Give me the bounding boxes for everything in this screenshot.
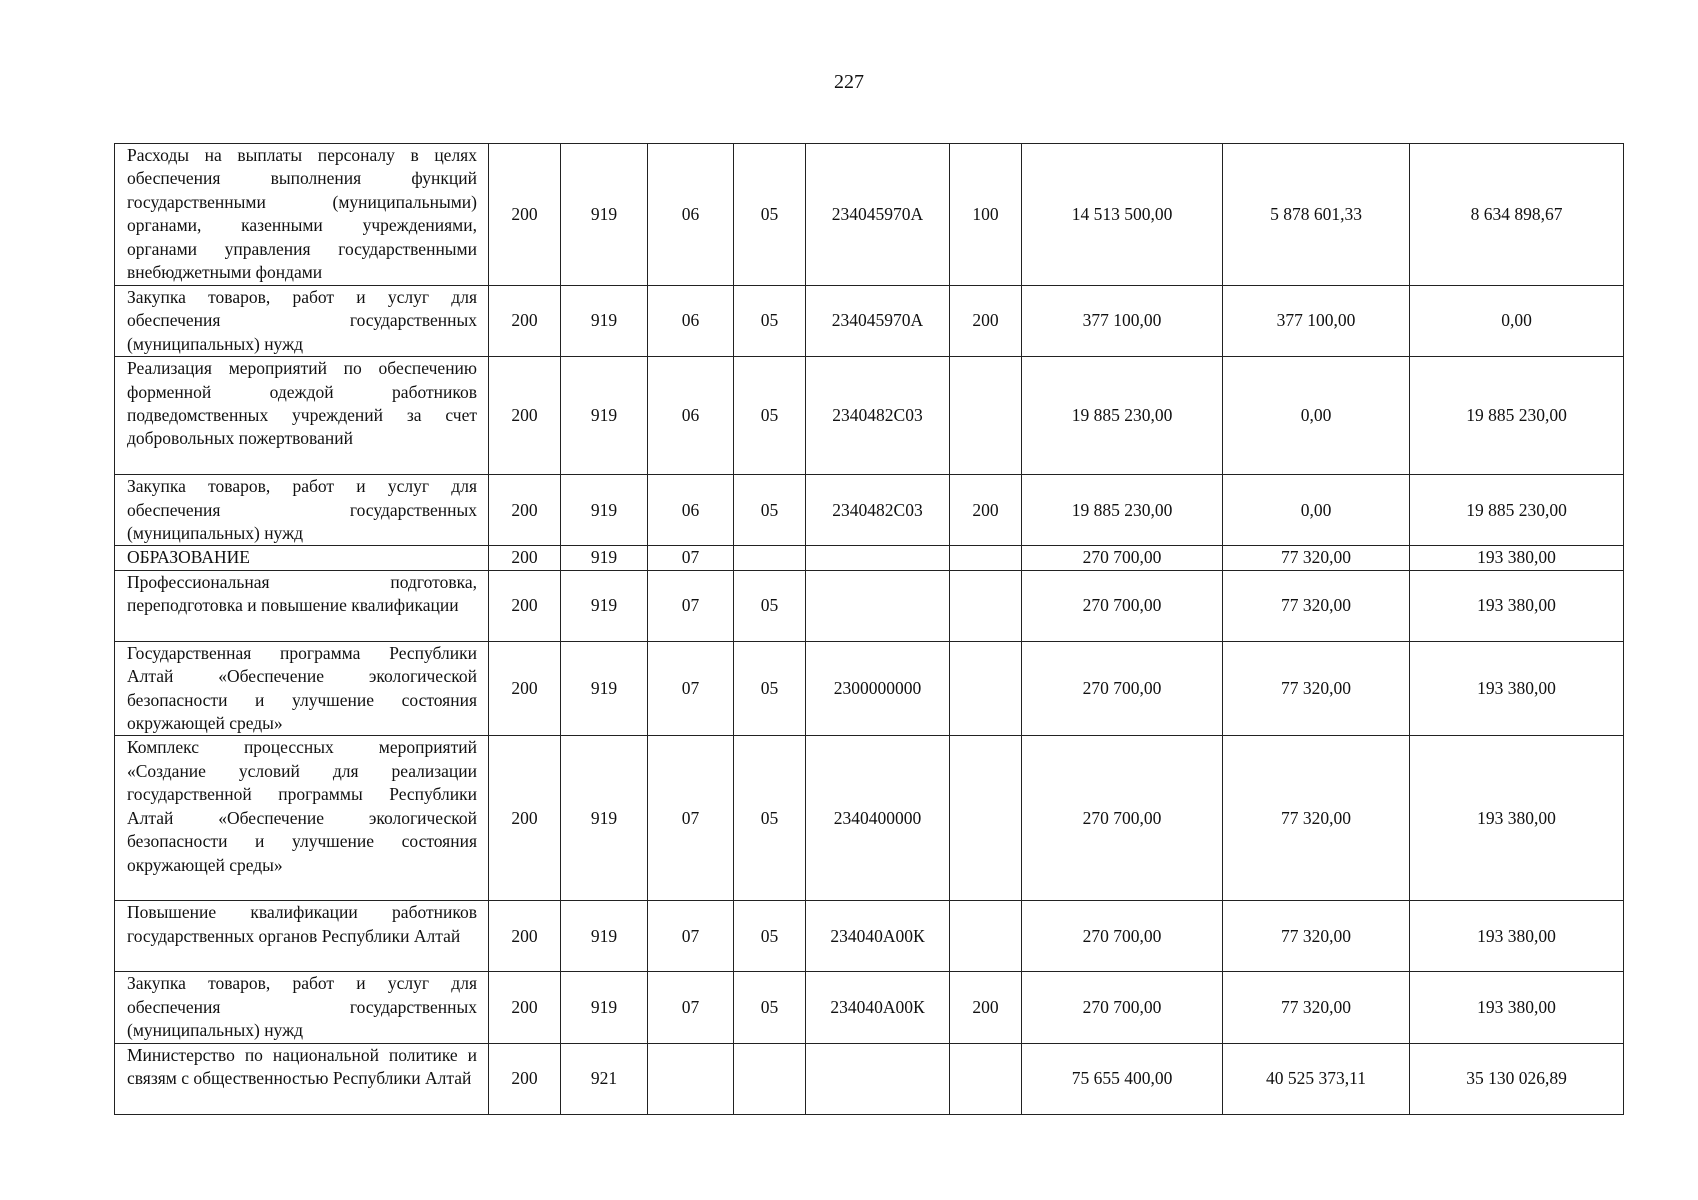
code-b: 919 — [561, 901, 648, 972]
code-c: 06 — [648, 144, 734, 286]
budget-table — [114, 143, 1624, 1115]
amount-g: 75 655 400,00 — [1022, 1043, 1223, 1114]
code-a: 200 — [489, 1043, 561, 1114]
amount-h: 77 320,00 — [1223, 641, 1410, 736]
amount-i: 19 885 230,00 — [1410, 475, 1624, 546]
item-name: Профессиональная подготовка, переподготовка и повышение квалификации — [115, 570, 489, 641]
code-c: 06 — [648, 286, 734, 357]
code-b: 919 — [561, 546, 648, 570]
amount-h: 77 320,00 — [1223, 972, 1410, 1043]
code-e: 234045970А — [806, 144, 950, 286]
table-row — [115, 736, 1624, 901]
code-c: 07 — [648, 570, 734, 641]
code-a: 200 — [489, 475, 561, 546]
amount-g: 270 700,00 — [1022, 570, 1223, 641]
amount-i: 35 130 026,89 — [1410, 1043, 1624, 1114]
amount-g: 270 700,00 — [1022, 736, 1223, 901]
code-e: 2340482С03 — [806, 475, 950, 546]
page-number: 227 — [834, 71, 864, 93]
code-d: 05 — [734, 901, 806, 972]
amount-i: 193 380,00 — [1410, 972, 1624, 1043]
code-c — [648, 1043, 734, 1114]
amount-i: 193 380,00 — [1410, 570, 1624, 641]
code-a: 200 — [489, 972, 561, 1043]
amount-h: 77 320,00 — [1223, 570, 1410, 641]
amount-i: 193 380,00 — [1410, 736, 1624, 901]
code-a: 200 — [489, 570, 561, 641]
code-c: 06 — [648, 475, 734, 546]
code-f: 200 — [950, 475, 1022, 546]
table-row — [115, 546, 1624, 570]
item-name: Комплекс процессных мероприятий «Создание условий для реализации государственной программы Республики Алтай «Обеспечение экологической безопасности и улучшение состояния окружающей среды» — [115, 736, 489, 901]
code-e: 234040А00К — [806, 901, 950, 972]
code-d: 05 — [734, 736, 806, 901]
code-a: 200 — [489, 286, 561, 357]
item-name: Реализация мероприятий по обеспечению форменной одеждой работников подведомственных учреждений за счет добровольных пожертвований — [115, 357, 489, 475]
code-b: 921 — [561, 1043, 648, 1114]
amount-g: 270 700,00 — [1022, 901, 1223, 972]
code-d: 05 — [734, 357, 806, 475]
table-row — [115, 475, 1624, 546]
amount-i: 19 885 230,00 — [1410, 357, 1624, 475]
code-f: 100 — [950, 144, 1022, 286]
code-d: 05 — [734, 144, 806, 286]
amount-i: 193 380,00 — [1410, 546, 1624, 570]
code-a: 200 — [489, 901, 561, 972]
code-a: 200 — [489, 144, 561, 286]
amount-i: 193 380,00 — [1410, 641, 1624, 736]
code-b: 919 — [561, 144, 648, 286]
code-d — [734, 1043, 806, 1114]
amount-g: 270 700,00 — [1022, 546, 1223, 570]
code-d: 05 — [734, 286, 806, 357]
code-a: 200 — [489, 736, 561, 901]
amount-g: 377 100,00 — [1022, 286, 1223, 357]
item-name: ОБРАЗОВАНИЕ — [115, 546, 489, 570]
code-e: 234045970А — [806, 286, 950, 357]
code-e — [806, 570, 950, 641]
item-name: Министерство по национальной политике и связям с общественностью Республики Алтай — [115, 1043, 489, 1114]
amount-h: 0,00 — [1223, 357, 1410, 475]
code-b: 919 — [561, 357, 648, 475]
amount-h: 77 320,00 — [1223, 546, 1410, 570]
code-e: 234040А00К — [806, 972, 950, 1043]
code-c: 07 — [648, 736, 734, 901]
table-row — [115, 357, 1624, 475]
amount-h: 377 100,00 — [1223, 286, 1410, 357]
amount-i: 0,00 — [1410, 286, 1624, 357]
code-c: 07 — [648, 546, 734, 570]
code-d — [734, 546, 806, 570]
code-b: 919 — [561, 972, 648, 1043]
amount-h: 0,00 — [1223, 475, 1410, 546]
amount-h: 77 320,00 — [1223, 901, 1410, 972]
code-a: 200 — [489, 546, 561, 570]
code-d: 05 — [734, 475, 806, 546]
amount-h: 5 878 601,33 — [1223, 144, 1410, 286]
code-f: 200 — [950, 972, 1022, 1043]
code-e: 2340482С03 — [806, 357, 950, 475]
code-f — [950, 901, 1022, 972]
code-e — [806, 1043, 950, 1114]
code-e: 2340400000 — [806, 736, 950, 901]
code-c: 06 — [648, 357, 734, 475]
amount-g: 270 700,00 — [1022, 641, 1223, 736]
code-d: 05 — [734, 570, 806, 641]
code-b: 919 — [561, 286, 648, 357]
code-f: 200 — [950, 286, 1022, 357]
code-a: 200 — [489, 641, 561, 736]
code-f — [950, 1043, 1022, 1114]
code-f — [950, 546, 1022, 570]
code-e — [806, 546, 950, 570]
table-row — [115, 286, 1624, 357]
item-name: Закупка товаров, работ и услуг для обеспечения государственных (муниципальных) нужд — [115, 972, 489, 1043]
amount-g: 19 885 230,00 — [1022, 475, 1223, 546]
code-d: 05 — [734, 641, 806, 736]
code-f — [950, 570, 1022, 641]
table-row — [115, 641, 1624, 736]
table-row — [115, 1043, 1624, 1114]
code-f — [950, 357, 1022, 475]
table-row — [115, 972, 1624, 1043]
item-name: Повышение квалификации работников государственных органов Республики Алтай — [115, 901, 489, 972]
amount-h: 40 525 373,11 — [1223, 1043, 1410, 1114]
code-d: 05 — [734, 972, 806, 1043]
code-f — [950, 641, 1022, 736]
item-name: Расходы на выплаты персоналу в целях обеспечения выполнения функций государственными (муниципальными) органами, казенными учреждениями, органами управления государственными внебюджетными фондами — [115, 144, 489, 286]
amount-i: 8 634 898,67 — [1410, 144, 1624, 286]
code-c: 07 — [648, 972, 734, 1043]
code-b: 919 — [561, 641, 648, 736]
code-e: 2300000000 — [806, 641, 950, 736]
item-name: Закупка товаров, работ и услуг для обеспечения государственных (муниципальных) нужд — [115, 475, 489, 546]
table-row — [115, 901, 1624, 972]
table-row — [115, 570, 1624, 641]
amount-g: 19 885 230,00 — [1022, 357, 1223, 475]
amount-h: 77 320,00 — [1223, 736, 1410, 901]
code-c: 07 — [648, 641, 734, 736]
code-f — [950, 736, 1022, 901]
table-row — [115, 144, 1624, 286]
code-a: 200 — [489, 357, 561, 475]
amount-i: 193 380,00 — [1410, 901, 1624, 972]
code-b: 919 — [561, 736, 648, 901]
amount-g: 270 700,00 — [1022, 972, 1223, 1043]
code-c: 07 — [648, 901, 734, 972]
item-name: Государственная программа Республики Алтай «Обеспечение экологической безопасности и улучшение состояния окружающей среды» — [115, 641, 489, 736]
code-b: 919 — [561, 475, 648, 546]
item-name: Закупка товаров, работ и услуг для обеспечения государственных (муниципальных) нужд — [115, 286, 489, 357]
code-b: 919 — [561, 570, 648, 641]
amount-g: 14 513 500,00 — [1022, 144, 1223, 286]
